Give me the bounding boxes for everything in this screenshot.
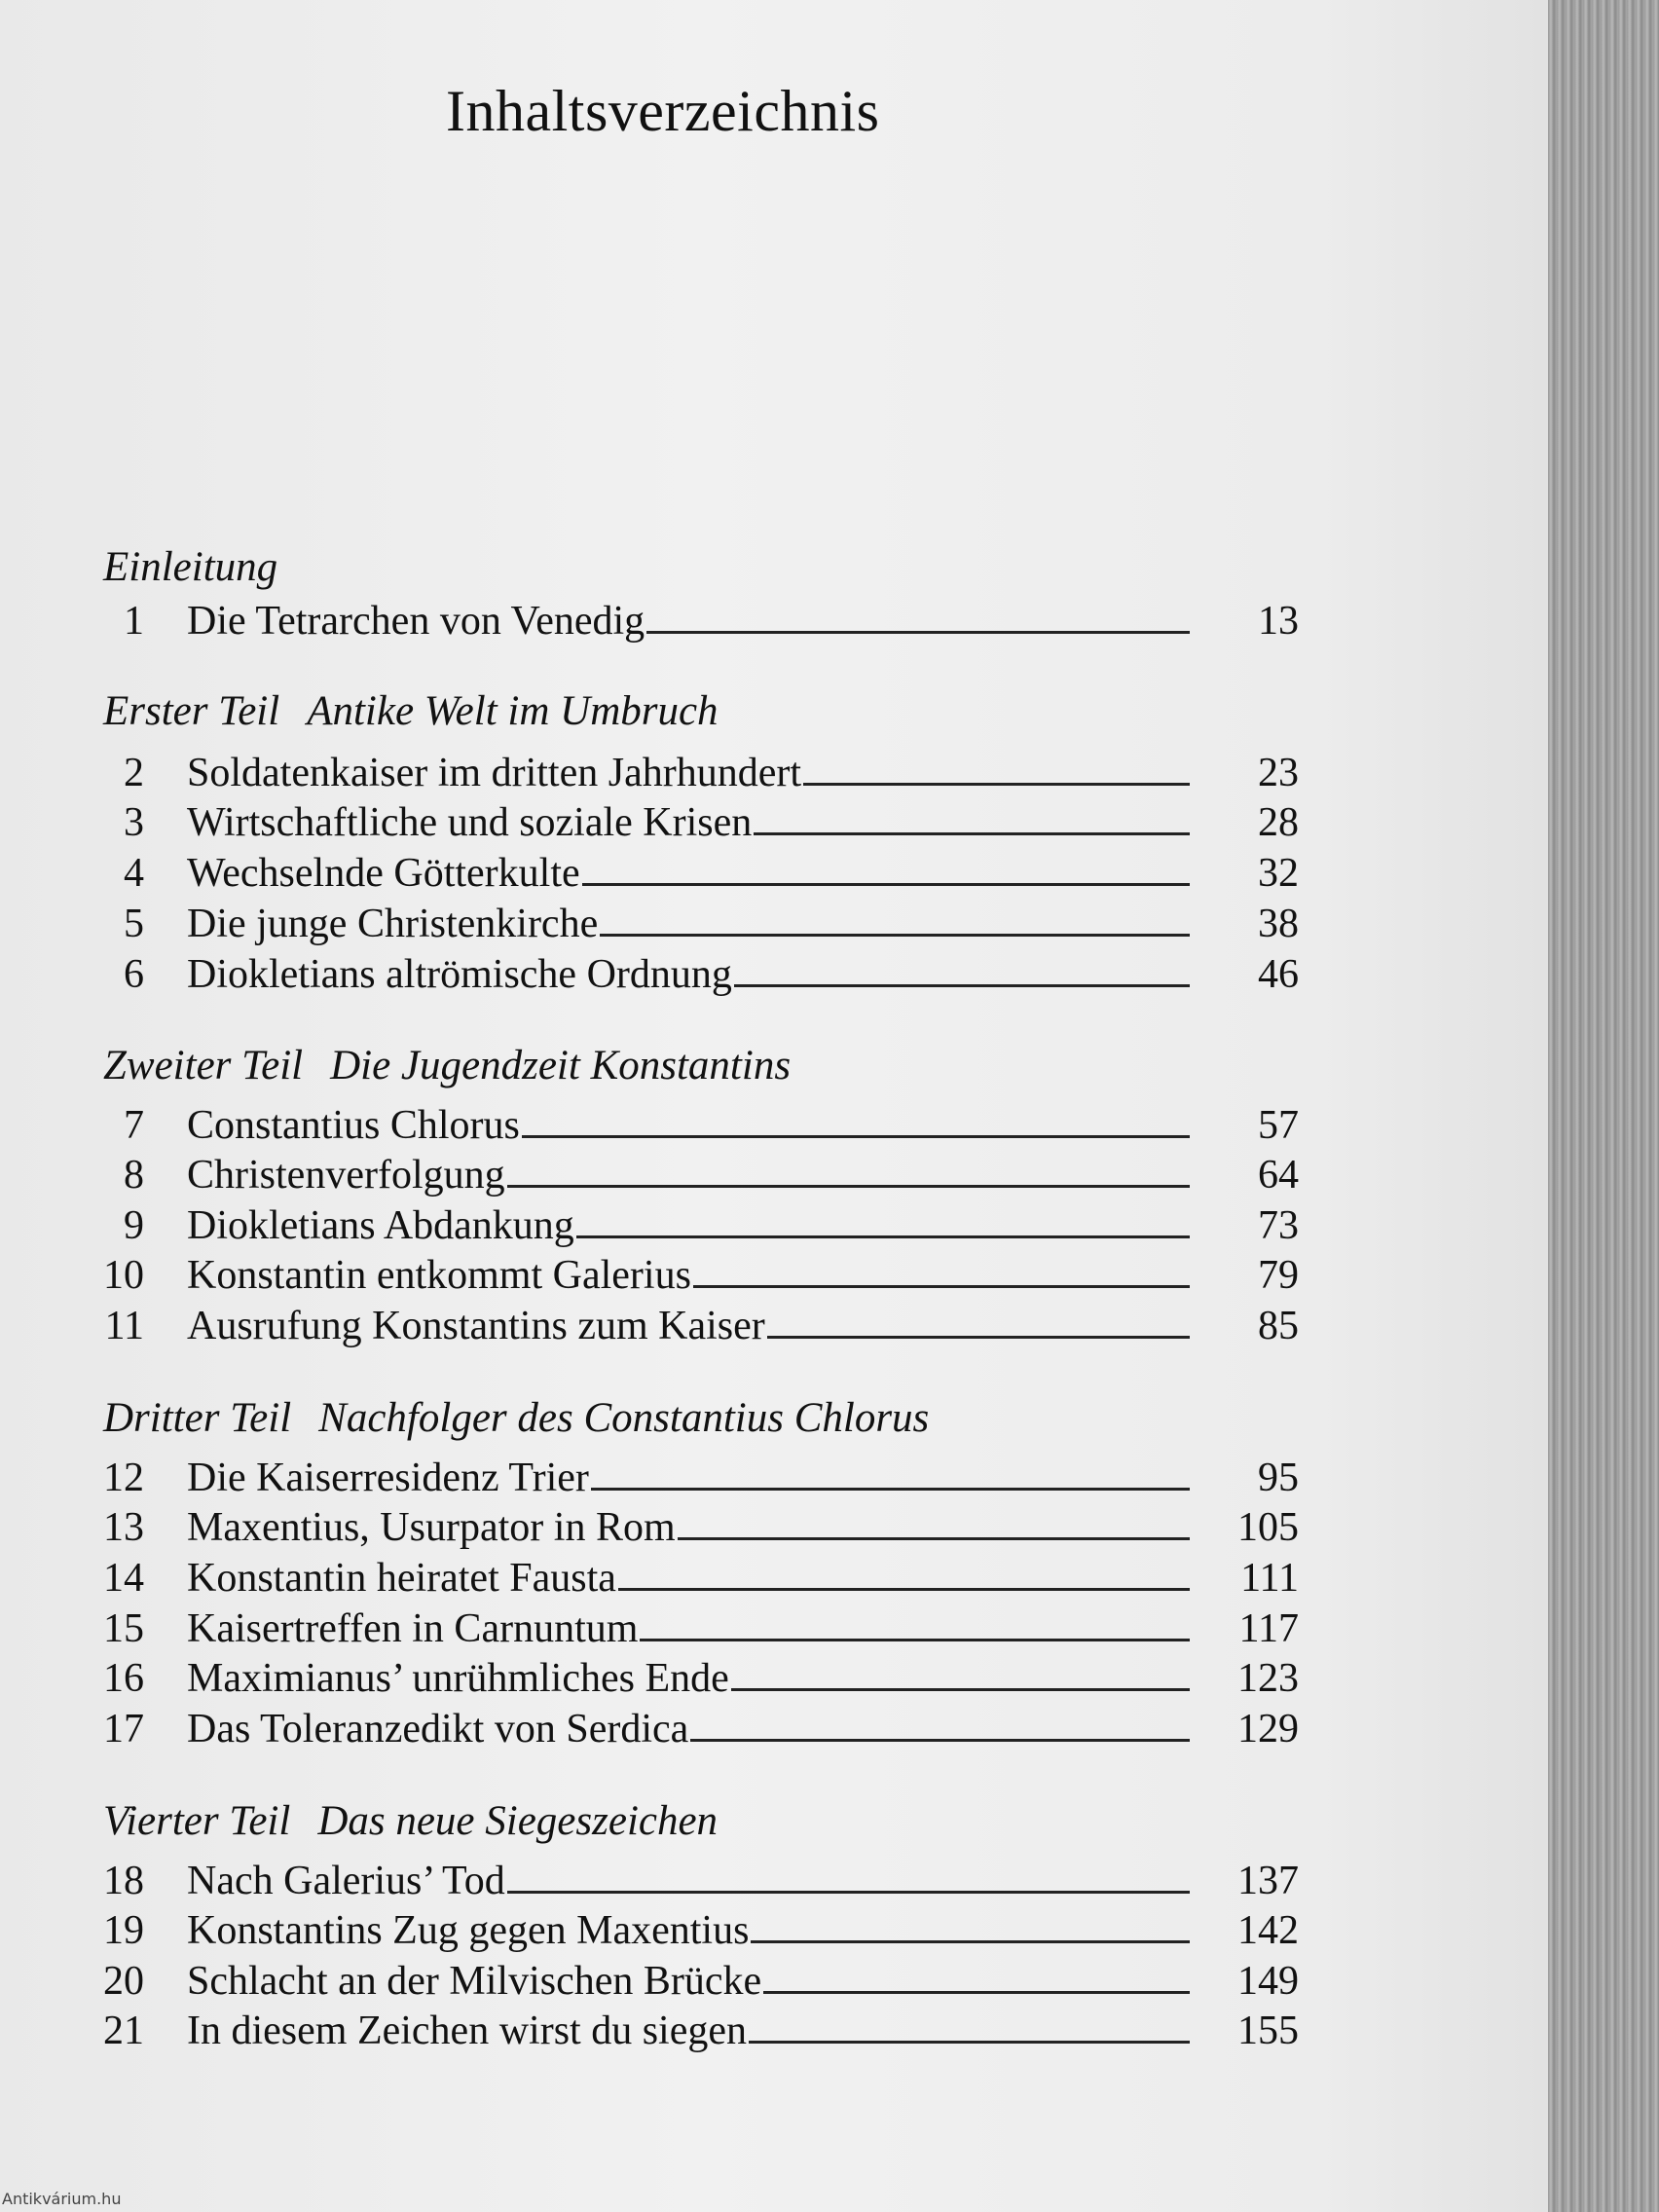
leader-line: [576, 1235, 1190, 1238]
chapter-title: Schlacht an der Milvischen Brücke: [187, 1959, 762, 2004]
leader-line: [646, 631, 1190, 634]
page-number: 13: [1258, 599, 1299, 644]
chapter-title: Wechselnde Götterkulte: [187, 851, 580, 896]
chapter-title: Kaisertreffen in Carnuntum: [187, 1606, 639, 1651]
toc-entry[interactable]: [0, 1905, 1548, 1956]
chapter-title: Wirtschaftliche und soziale Krisen: [187, 800, 753, 845]
page-number: 46: [1258, 952, 1299, 997]
section-subtitle: Einleitung: [103, 544, 278, 590]
leader-line: [591, 1488, 1190, 1491]
watermark: Antikvárium.hu: [2, 2190, 122, 2208]
page-number: 111: [1240, 1556, 1299, 1601]
section-part-label: Erster Teil: [103, 688, 280, 734]
toc-entry[interactable]: [0, 1704, 1548, 1754]
toc-entry[interactable]: [0, 1301, 1548, 1351]
page-number: 123: [1237, 1656, 1299, 1701]
leader-line: [751, 1940, 1190, 1943]
toc-entry[interactable]: [0, 1502, 1548, 1553]
toc-entry[interactable]: [0, 1453, 1548, 1503]
leader-line: [690, 1739, 1190, 1742]
chapter-title: Ausrufung Konstantins zum Kaiser: [187, 1304, 765, 1348]
chapter-number: 12: [103, 1456, 144, 1500]
page-number: 129: [1237, 1707, 1299, 1751]
chapter-number: 4: [124, 851, 144, 896]
toc-entry[interactable]: [0, 748, 1548, 798]
leader-line: [767, 1336, 1190, 1339]
page-title: Inhaltsverzeichnis: [446, 79, 880, 143]
chapter-title: Konstantin heiratet Fausta: [187, 1556, 616, 1601]
toc-entry[interactable]: [0, 596, 1548, 646]
page-number: 142: [1237, 1908, 1299, 1953]
chapter-number: 20: [103, 1959, 144, 2004]
leader-line: [618, 1588, 1190, 1591]
chapter-title: Christenverfolgung: [187, 1153, 505, 1198]
page-number: 32: [1258, 851, 1299, 896]
leader-line: [693, 1285, 1190, 1288]
chapter-number: 16: [103, 1656, 144, 1701]
chapter-number: 13: [103, 1505, 144, 1550]
page-number: 155: [1237, 2009, 1299, 2053]
chapter-number: 1: [124, 599, 144, 644]
leader-line: [763, 1991, 1190, 1994]
chapter-number: 2: [124, 751, 144, 795]
toc-entry[interactable]: [0, 1150, 1548, 1200]
leader-line: [803, 783, 1190, 786]
page-number: 85: [1258, 1304, 1299, 1348]
chapter-title: Maxentius, Usurpator in Rom: [187, 1505, 676, 1550]
page-number: 105: [1237, 1505, 1299, 1550]
section-subtitle: Das neue Siegeszeichen: [317, 1798, 719, 1844]
chapter-number: 21: [103, 2009, 144, 2053]
chapter-number: 3: [124, 800, 144, 845]
section-part-label: Dritter Teil: [103, 1395, 292, 1441]
page-number: 95: [1258, 1456, 1299, 1500]
toc-entry[interactable]: [0, 797, 1548, 848]
page-number: 79: [1258, 1253, 1299, 1298]
chapter-title: Konstantins Zug gegen Maxentius: [187, 1908, 750, 1953]
toc-entry[interactable]: [0, 1956, 1548, 2007]
toc-entry[interactable]: [0, 949, 1548, 1000]
section-part-label: Zweiter Teil: [103, 1043, 304, 1088]
section-subtitle: Die Jugendzeit Konstantins: [330, 1043, 792, 1088]
chapter-number: 17: [103, 1707, 144, 1751]
toc-entry[interactable]: [0, 899, 1548, 949]
section-heading: [103, 1042, 791, 1089]
page-number: 137: [1237, 1859, 1299, 1903]
toc-entry[interactable]: [0, 2006, 1548, 2056]
chapter-title: Die Tetrarchen von Venedig: [187, 599, 645, 644]
leader-line: [731, 1688, 1190, 1691]
chapter-number: 6: [124, 952, 144, 997]
chapter-title: Maximianus’ unrühmliches Ende: [187, 1656, 729, 1701]
chapter-number: 11: [104, 1304, 144, 1348]
chapter-number: 19: [103, 1908, 144, 1953]
chapter-title: Konstantin entkommt Galerius: [187, 1253, 691, 1298]
leader-line: [522, 1135, 1190, 1138]
toc-entry[interactable]: [0, 1856, 1548, 1906]
page-number: 38: [1258, 902, 1299, 946]
leader-line: [754, 832, 1190, 835]
section-subtitle: Nachfolger des Constantius Chlorus: [318, 1395, 930, 1441]
page-number: 57: [1258, 1103, 1299, 1148]
chapter-number: 14: [103, 1556, 144, 1601]
chapter-number: 10: [103, 1253, 144, 1298]
leader-line: [507, 1891, 1190, 1894]
leader-line: [734, 984, 1190, 987]
page-edge: [1548, 0, 1659, 2212]
chapter-number: 9: [124, 1203, 144, 1248]
section-heading: [103, 1797, 718, 1845]
chapter-number: 18: [103, 1859, 144, 1903]
section-heading: [103, 1394, 929, 1442]
page-number: 23: [1258, 751, 1299, 795]
page-number: 117: [1238, 1606, 1299, 1651]
chapter-title: Das Toleranzedikt von Serdica: [187, 1707, 689, 1751]
page-number: 73: [1258, 1203, 1299, 1248]
chapter-title: Diokletians Abdankung: [187, 1203, 574, 1248]
chapter-number: 7: [124, 1103, 144, 1148]
toc-entry[interactable]: [0, 1553, 1548, 1604]
chapter-title: Die Kaiserresidenz Trier: [187, 1456, 589, 1500]
section-part-label: Vierter Teil: [103, 1798, 291, 1844]
leader-line: [749, 2041, 1190, 2044]
chapter-title: Constantius Chlorus: [187, 1103, 520, 1148]
toc-entry[interactable]: [0, 1250, 1548, 1301]
page-number: 64: [1258, 1153, 1299, 1198]
chapter-title: Die junge Christenkirche: [187, 902, 599, 946]
leader-line: [640, 1639, 1190, 1641]
toc-entry[interactable]: [0, 1100, 1548, 1151]
chapter-number: 15: [103, 1606, 144, 1651]
section-heading: [103, 687, 719, 735]
toc-entry[interactable]: [0, 848, 1548, 899]
chapter-title: Diokletians altrömische Ordnung: [187, 952, 732, 997]
toc-entry[interactable]: [0, 1200, 1548, 1251]
chapter-number: 8: [124, 1153, 144, 1198]
chapter-title: Nach Galerius’ Tod: [187, 1859, 505, 1903]
leader-line: [507, 1185, 1190, 1188]
leader-line: [582, 883, 1190, 886]
chapter-title: Soldatenkaiser im dritten Jahrhundert: [187, 751, 802, 795]
toc-entry[interactable]: [0, 1653, 1548, 1704]
page-number: 149: [1237, 1959, 1299, 2004]
leader-line: [678, 1537, 1190, 1540]
page-number: 28: [1258, 800, 1299, 845]
leader-line: [600, 934, 1190, 937]
section-subtitle: Antike Welt im Umbruch: [307, 688, 719, 734]
chapter-title: In diesem Zeichen wirst du siegen: [187, 2009, 747, 2053]
chapter-number: 5: [124, 902, 144, 946]
toc-entry[interactable]: [0, 1604, 1548, 1654]
section-heading: [103, 543, 277, 591]
